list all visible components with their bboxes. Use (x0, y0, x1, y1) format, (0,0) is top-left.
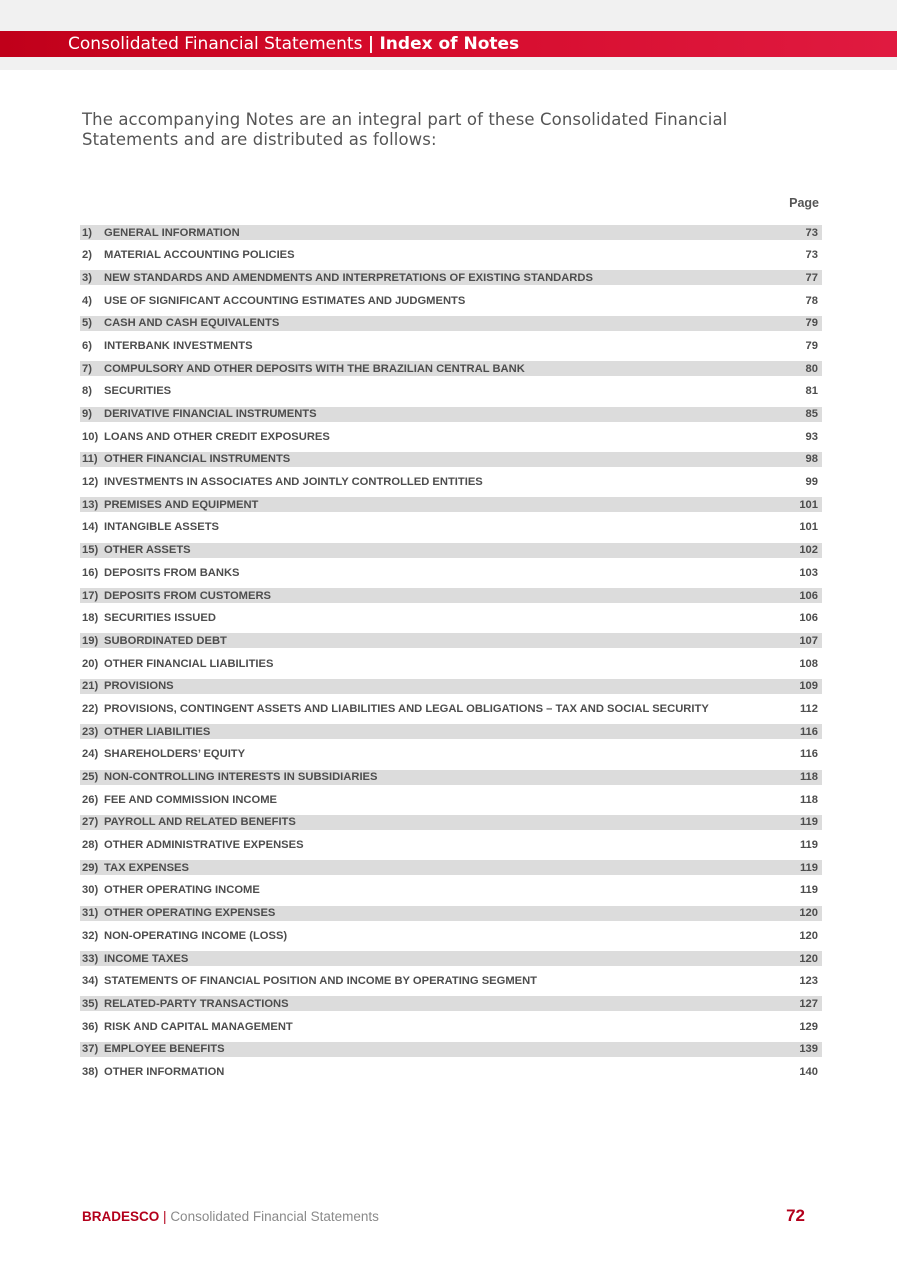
note-title: DEPOSITS FROM CUSTOMERS (104, 589, 271, 602)
header-separator: | (367, 34, 375, 54)
note-title: CASH AND CASH EQUIVALENTS (104, 317, 280, 330)
note-number: 33) (82, 952, 99, 965)
note-title: PREMISES AND EQUIPMENT (104, 498, 259, 511)
note-title: USE OF SIGNIFICANT ACCOUNTING ESTIMATES AND JUDGMENTS (104, 294, 466, 307)
note-row[interactable] (80, 974, 822, 989)
note-row[interactable] (80, 588, 822, 603)
note-page: 81 (805, 385, 818, 398)
note-row[interactable] (80, 248, 822, 263)
note-row[interactable] (80, 316, 822, 331)
note-title: DEPOSITS FROM BANKS (104, 566, 240, 579)
header-section: Consolidated Financial Statements (68, 34, 363, 54)
note-number: 36) (82, 1020, 99, 1033)
note-number: 26) (82, 793, 99, 806)
note-title: RISK AND CAPITAL MANAGEMENT (104, 1020, 293, 1033)
note-title: SHAREHOLDERS’ EQUITY (104, 748, 246, 761)
note-number: 15) (82, 544, 99, 557)
note-page: 120 (799, 929, 818, 942)
note-page: 73 (805, 226, 818, 239)
header-title: Index of Notes (379, 34, 520, 54)
page-number: 72 (786, 1206, 805, 1225)
notes-index-list (80, 225, 822, 1087)
note-page: 108 (799, 657, 818, 670)
note-row[interactable] (80, 838, 822, 853)
note-title: PROVISIONS, CONTINGENT ASSETS AND LIABILITIES AND LEGAL OBLIGATIONS – TAX AND SOCIAL SECURITY (104, 702, 709, 715)
note-number: 13) (82, 498, 99, 511)
note-row[interactable] (80, 1064, 822, 1079)
note-row[interactable] (80, 770, 822, 785)
note-page: 129 (799, 1020, 818, 1033)
note-number: 5) (82, 317, 92, 330)
note-title: LOANS AND OTHER CREDIT EXPOSURES (104, 430, 330, 443)
note-page: 120 (799, 907, 818, 920)
note-row[interactable] (80, 520, 822, 535)
note-title: INTERBANK INVESTMENTS (104, 339, 253, 352)
note-number: 28) (82, 839, 99, 852)
footer-separator: | (163, 1209, 167, 1224)
note-number: 2) (82, 249, 92, 262)
note-title: OTHER ASSETS (104, 544, 191, 557)
note-page: 123 (799, 975, 818, 988)
note-number: 20) (82, 657, 99, 670)
note-title: TAX EXPENSES (104, 861, 189, 874)
note-page: 106 (799, 612, 818, 625)
note-title: OTHER FINANCIAL INSTRUMENTS (104, 453, 291, 466)
note-number: 16) (82, 566, 99, 579)
note-title: RELATED-PARTY TRANSACTIONS (104, 997, 289, 1010)
note-title: NON-OPERATING INCOME (LOSS) (104, 929, 288, 942)
note-number: 11) (82, 453, 98, 466)
note-row[interactable] (80, 338, 822, 353)
page-column-label: Page (789, 196, 819, 210)
note-number: 29) (82, 861, 99, 874)
note-title: NON-CONTROLLING INTERESTS IN SUBSIDIARIES (104, 771, 378, 784)
note-title: SECURITIES ISSUED (104, 612, 216, 625)
note-row[interactable] (80, 679, 822, 694)
note-number: 12) (82, 476, 99, 489)
note-title: STATEMENTS OF FINANCIAL POSITION AND INCOME BY OPERATING SEGMENT (104, 975, 538, 988)
note-number: 34) (82, 975, 99, 988)
note-number: 24) (82, 748, 99, 761)
note-title: OTHER OPERATING EXPENSES (104, 907, 276, 920)
note-page: 102 (799, 544, 818, 557)
note-number: 1) (82, 226, 92, 239)
note-page: 103 (799, 566, 818, 579)
note-page: 140 (799, 1065, 818, 1078)
note-row[interactable] (80, 361, 822, 376)
note-row[interactable] (80, 860, 822, 875)
note-page: 119 (799, 816, 818, 829)
note-title: PROVISIONS (104, 680, 174, 693)
note-row[interactable] (80, 656, 822, 671)
note-row[interactable] (80, 452, 822, 467)
note-page: 106 (799, 589, 818, 602)
note-number: 19) (82, 634, 99, 647)
note-number: 14) (82, 521, 99, 534)
note-number: 30) (82, 884, 99, 897)
note-page: 79 (805, 339, 818, 352)
note-page: 120 (799, 952, 818, 965)
note-title: MATERIAL ACCOUNTING POLICIES (104, 249, 295, 262)
note-title: OTHER FINANCIAL LIABILITIES (104, 657, 274, 670)
note-title: DERIVATIVE FINANCIAL INSTRUMENTS (104, 408, 317, 421)
header-banner (0, 31, 897, 57)
note-page: 78 (805, 294, 818, 307)
note-number: 21) (82, 680, 99, 693)
note-page: 101 (799, 498, 818, 511)
note-number: 18) (82, 612, 99, 625)
note-row[interactable] (80, 906, 822, 921)
note-row[interactable] (80, 270, 822, 285)
note-row[interactable] (80, 1019, 822, 1034)
note-title: COMPULSORY AND OTHER DEPOSITS WITH THE BRAZILIAN CENTRAL BANK (104, 362, 525, 375)
footer (82, 1209, 379, 1224)
note-row[interactable] (80, 543, 822, 558)
note-row[interactable] (80, 293, 822, 308)
note-title: GENERAL INFORMATION (104, 226, 240, 239)
note-row[interactable] (80, 611, 822, 626)
note-page: 118 (799, 771, 818, 784)
footer-doc-title: Consolidated Financial Statements (170, 1209, 379, 1224)
note-title: NEW STANDARDS AND AMENDMENTS AND INTERPRETATIONS OF EXISTING STANDARDS (104, 271, 593, 284)
note-row[interactable] (80, 747, 822, 762)
note-page: 119 (799, 861, 818, 874)
note-number: 10) (82, 430, 99, 443)
note-number: 35) (82, 997, 99, 1010)
note-page: 77 (805, 271, 818, 284)
note-row[interactable] (80, 928, 822, 943)
note-row[interactable] (80, 815, 822, 830)
note-number: 6) (82, 339, 92, 352)
note-page: 109 (799, 680, 818, 693)
note-title: SUBORDINATED DEBT (104, 634, 227, 647)
note-page: 116 (799, 725, 818, 738)
note-number: 8) (82, 385, 92, 398)
note-number: 23) (82, 725, 99, 738)
note-title: PAYROLL AND RELATED BENEFITS (104, 816, 296, 829)
note-row[interactable] (80, 996, 822, 1011)
note-number: 7) (82, 362, 92, 375)
note-title: OTHER OPERATING INCOME (104, 884, 260, 897)
note-row[interactable] (80, 701, 822, 716)
note-title: OTHER INFORMATION (104, 1065, 225, 1078)
note-page: 118 (799, 793, 818, 806)
note-page: 116 (799, 748, 818, 761)
note-row[interactable] (80, 565, 822, 580)
note-row[interactable] (80, 633, 822, 648)
note-row[interactable] (80, 225, 822, 240)
note-number: 37) (82, 1043, 99, 1056)
note-row[interactable] (80, 384, 822, 399)
note-number: 38) (82, 1065, 99, 1078)
note-number: 4) (82, 294, 92, 307)
intro-paragraph: The accompanying Notes are an integral part of these Consolidated Financial Statements and are distributed as follows: (82, 110, 728, 149)
note-page: 139 (799, 1043, 818, 1056)
note-page: 101 (799, 521, 818, 534)
note-number: 32) (82, 929, 99, 942)
note-page: 85 (805, 408, 818, 421)
note-row[interactable] (80, 883, 822, 898)
note-row[interactable] (80, 951, 822, 966)
note-number: 25) (82, 771, 99, 784)
note-page: 98 (805, 453, 818, 466)
note-title: INVESTMENTS IN ASSOCIATES AND JOINTLY CONTROLLED ENTITIES (104, 476, 483, 489)
note-row[interactable] (80, 497, 822, 512)
note-number: 3) (82, 271, 92, 284)
note-number: 31) (82, 907, 99, 920)
note-row[interactable] (80, 724, 822, 739)
note-title: EMPLOYEE BENEFITS (104, 1043, 225, 1056)
footer-brand: BRADESCO (82, 1209, 160, 1224)
note-number: 9) (82, 408, 92, 421)
note-number: 17) (82, 589, 99, 602)
note-page: 73 (805, 249, 818, 262)
note-row[interactable] (80, 429, 822, 444)
note-page: 99 (805, 476, 818, 489)
note-row[interactable] (80, 1042, 822, 1057)
note-row[interactable] (80, 475, 822, 490)
note-row[interactable] (80, 792, 822, 807)
note-number: 27) (82, 816, 99, 829)
note-title: INCOME TAXES (104, 952, 189, 965)
note-number: 22) (82, 702, 99, 715)
note-page: 79 (805, 317, 818, 330)
note-page: 93 (805, 430, 818, 443)
note-title: SECURITIES (104, 385, 172, 398)
note-page: 112 (799, 702, 818, 715)
note-page: 119 (799, 884, 818, 897)
note-page: 119 (799, 839, 818, 852)
note-title: INTANGIBLE ASSETS (104, 521, 219, 534)
note-row[interactable] (80, 407, 822, 422)
note-page: 80 (805, 362, 818, 375)
note-page: 127 (799, 997, 818, 1010)
note-title: OTHER ADMINISTRATIVE EXPENSES (104, 839, 304, 852)
note-title: OTHER LIABILITIES (104, 725, 211, 738)
note-title: FEE AND COMMISSION INCOME (104, 793, 277, 806)
note-page: 107 (799, 634, 818, 647)
